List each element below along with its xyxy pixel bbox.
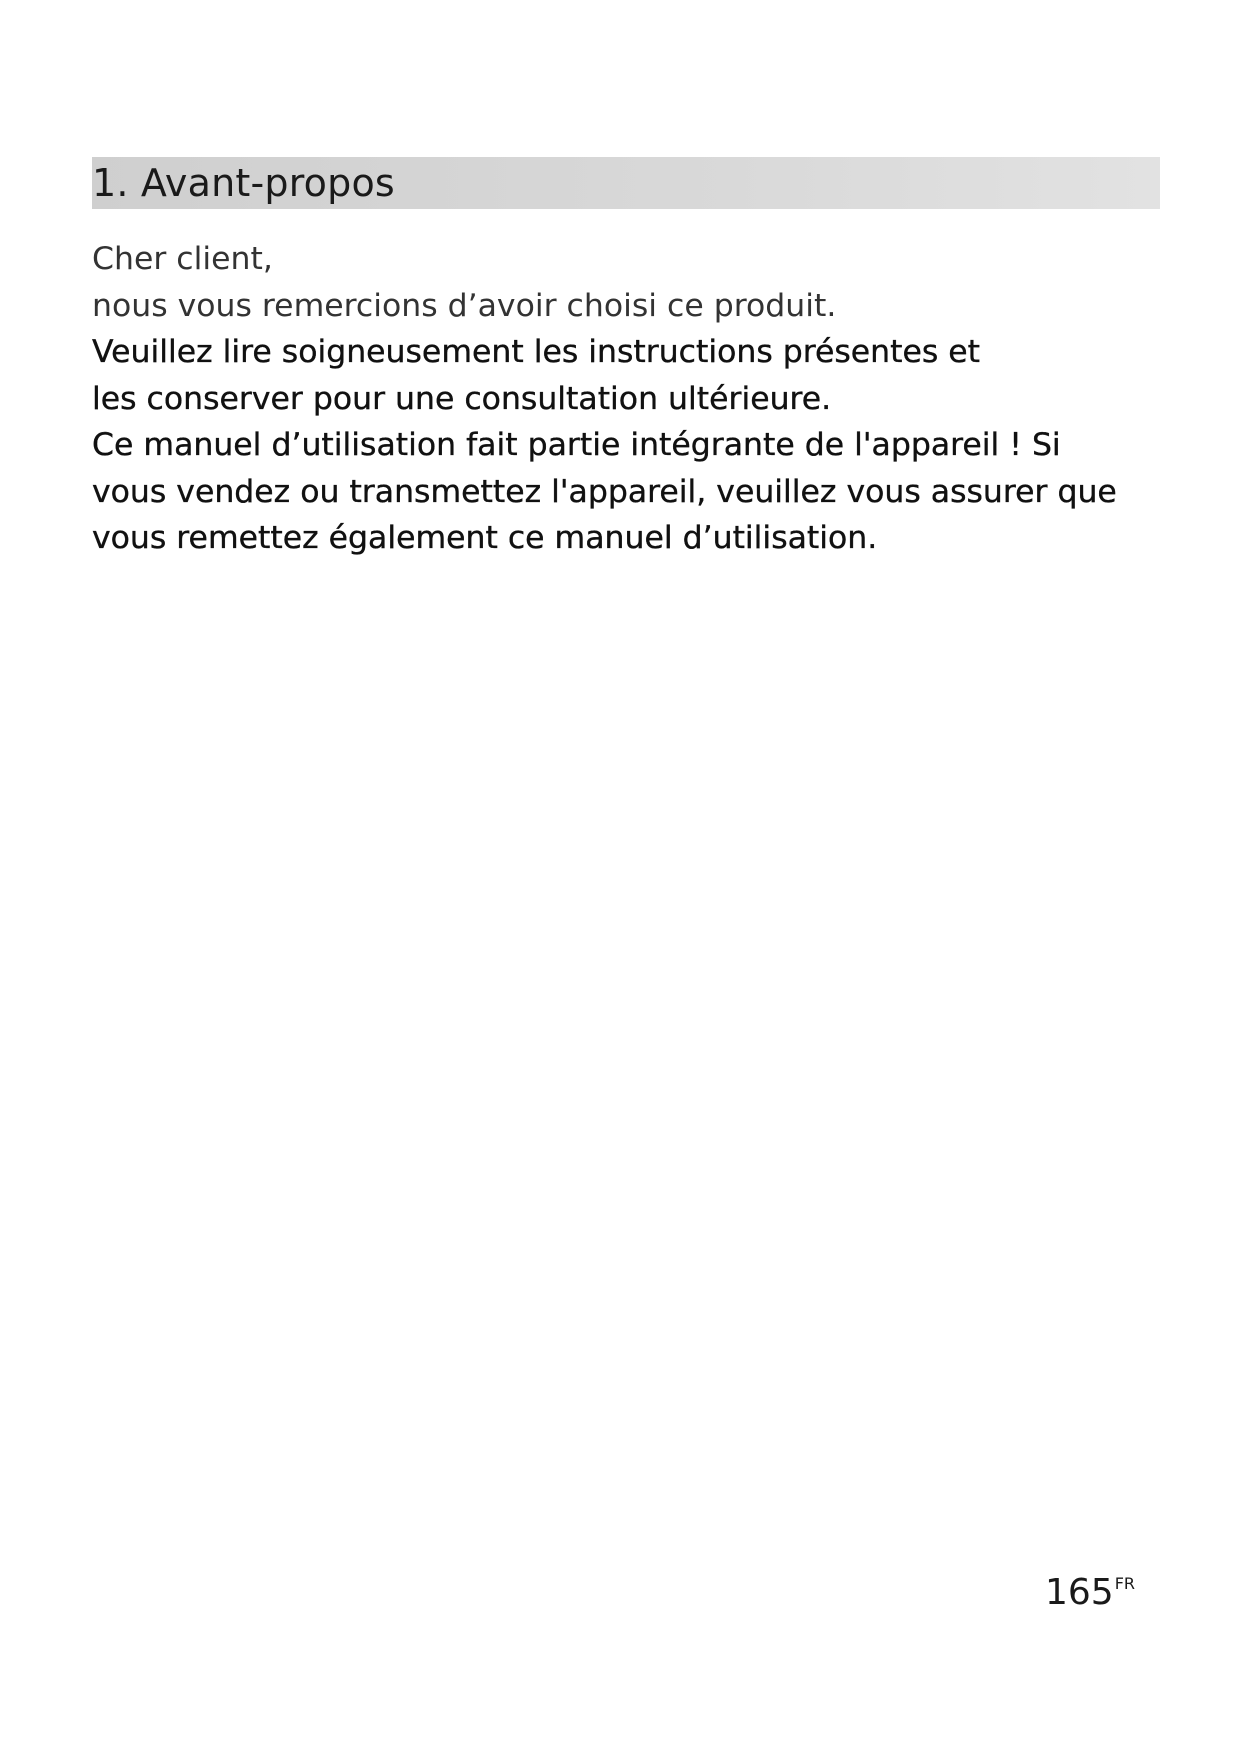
instruction-line-1: Veuillez lire soigneusement les instructions présentes et	[92, 334, 981, 370]
section-title: 1. Avant-propos	[92, 161, 395, 205]
instruction-line-5: vous remettez également ce manuel d’utilisation.	[92, 520, 878, 556]
instruction-line-3: Ce manuel d’utilisation fait partie intégrante de l'appareil ! Si	[92, 427, 1061, 463]
page-number-value: 165	[1045, 1572, 1114, 1613]
page-language-code: FR	[1114, 1574, 1136, 1593]
instruction-line-4: vous vendez ou transmettez l'appareil, veuillez vous assurer que	[92, 473, 1117, 510]
greeting-line: Cher client,	[92, 241, 273, 277]
thanks-line: nous vous remercions d’avoir choisi ce produit.	[92, 287, 837, 324]
page-number	[1045, 1572, 1135, 1613]
body-text	[92, 236, 1172, 562]
instruction-line-2: les conserver pour une consultation ultérieure.	[92, 380, 832, 417]
section-header-bar	[92, 157, 1160, 209]
